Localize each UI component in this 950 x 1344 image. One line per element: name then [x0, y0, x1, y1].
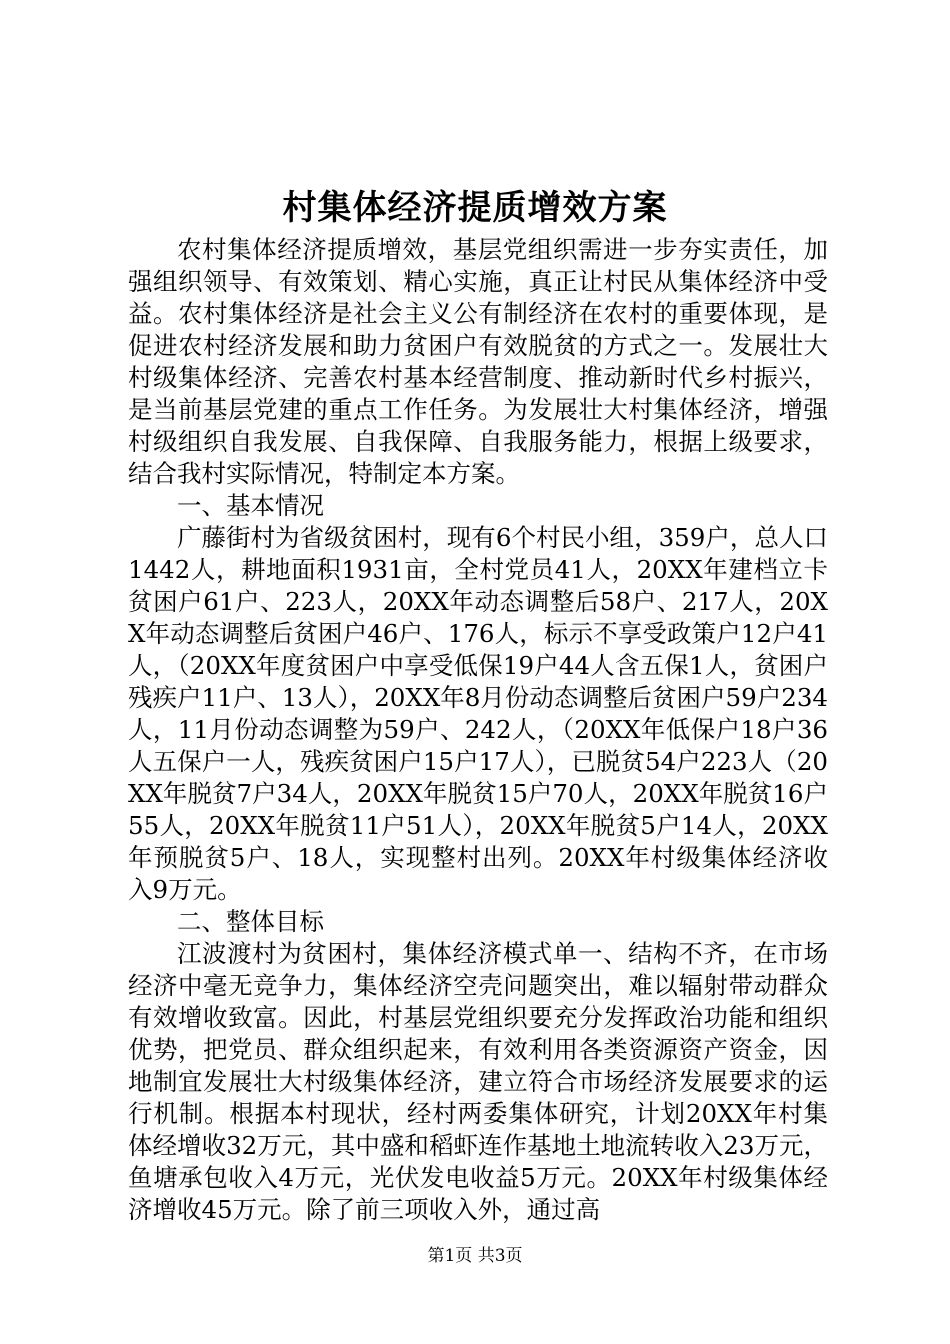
overall-goal-paragraph: 江波渡村为贫困村，集体经济模式单一、结构不齐，在市场经济中毫无竞争力，集体经济空壳问题突出，难以辐射带动群众有效增收致富。因此，村基层党组织要充分发挥政治功能和组织优势，把党员、群众组织起来，有效利用各类资源资产资金，因地制宜发展壮大村级集体经济，建立符合市场经济发展要求的运行机制。根据本村现状，经村两委集体研究，计划20XX年村集体经增收32万元，其中盛和稻虾连作基地土地流转收入23万元，鱼塘承包收入4万元，光伏发电收益5万元。20XX年村级集体经济增收45万元。除了前三项收入外，通过高 — [128, 939, 828, 1224]
page-footer: 第1页 共3页 — [427, 1246, 523, 1266]
section-heading-basic-situation: 一、基本情况 — [177, 491, 324, 520]
basic-situation-paragraph: 广藤街村为省级贫困村，现有6个村民小组，359户，总人口1442人，耕地面积1931亩，全村党员41人，20XX年建档立卡贫困户61户、223人，20XX年动态调整后58户、217人，20XX年动态调整后贫困户46户、176人，标示不享受政策户12户41人，（20XX年度贫困户中享受低保19户44人含五保1人，贫困户残疾户11户、13人），20XX年8月份动态调整后贫困户59户234人，11月份动态调整为59户、242人，（20XX年低保户18户36人五保户一人，残疾贫困户15户17人），已脱贫54户223人（20XX年脱贫7户34人，20XX年脱贫15户70人，20XX年脱贫16户55人，20XX年脱贫11户51人），20XX年脱贫5户14人，20XX年预脱贫5户、18人，实现整村出列。20XX年村级集体经济收入9万元。 — [128, 523, 828, 904]
document-body — [128, 234, 828, 1226]
section-heading-overall-goal: 二、整体目标 — [177, 907, 324, 936]
document-title: 村集体经济提质增效方案 — [282, 188, 668, 228]
intro-paragraph: 农村集体经济提质增效，基层党组织需进一步夯实责任，加强组织领导、有效策划、精心实施，真正让村民从集体经济中受益。农村集体经济是社会主义公有制经济在农村的重要体现，是促进农村经济发展和助力贫困户有效脱贫的方式之一。发展壮大村级集体经济、完善农村基本经营制度、推动新时代乡村振兴，是当前基层党建的重点工作任务。为发展壮大村集体经济，增强村级组织自我发展、自我保障、自我服务能力，根据上级要求，结合我村实际情况，特制定本方案。 — [128, 235, 828, 488]
